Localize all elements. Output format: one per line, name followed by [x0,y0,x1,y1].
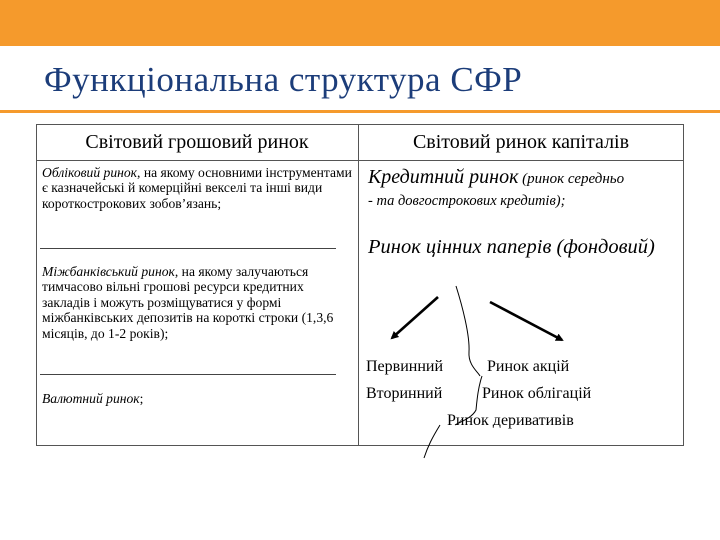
credit-market-note-b: - та довгострокових кредитів); [368,193,566,209]
currency-market-desc: ; [139,391,144,406]
primary-market-label: Первинний [366,358,444,375]
credit-market-name: Кредитний ринок [368,166,519,188]
securities-market-label: Ринок цінних паперів (фондовий) [368,236,655,258]
arrow-to-stocks [490,302,562,340]
accounting-market-desc: , на якому основними інструментами є казначейські й комерційні векселі та інші види короткострокових зобов’язань; [42,165,352,211]
interbank-market-desc: , на якому залучаються тимчасово вільні грошові ресурси кредитних закладів і можуть розміщуватися у формі міжбанківських депозитів на короткі строки (1,3,6 місяців, до 1-2 років); [42,264,334,341]
currency-market-name: Валютний ринок [42,391,140,406]
interbank-market-name: Міжбанківський ринок [42,264,175,279]
separator-stroke-2 [455,376,482,425]
accounting-market-name: Обліковий ринок [42,165,138,180]
arrow-to-primary [392,297,438,338]
separator-stroke-1 [456,286,480,376]
credit-market-note-a: (ринок середньо [518,171,625,187]
bond-market-label: Ринок облігацій [482,385,592,402]
slide-title: Функціональна структура СФР [44,60,523,99]
capital-market-header: Світовий ринок капіталів [412,131,630,153]
money-market-header: Світовий грошовий ринок [85,131,309,153]
stock-market-label: Ринок акцій [487,358,570,375]
derivatives-market-label: Ринок деривативів [447,412,574,429]
secondary-market-label: Вторинний [366,385,443,402]
separator-stroke-3 [424,425,440,458]
